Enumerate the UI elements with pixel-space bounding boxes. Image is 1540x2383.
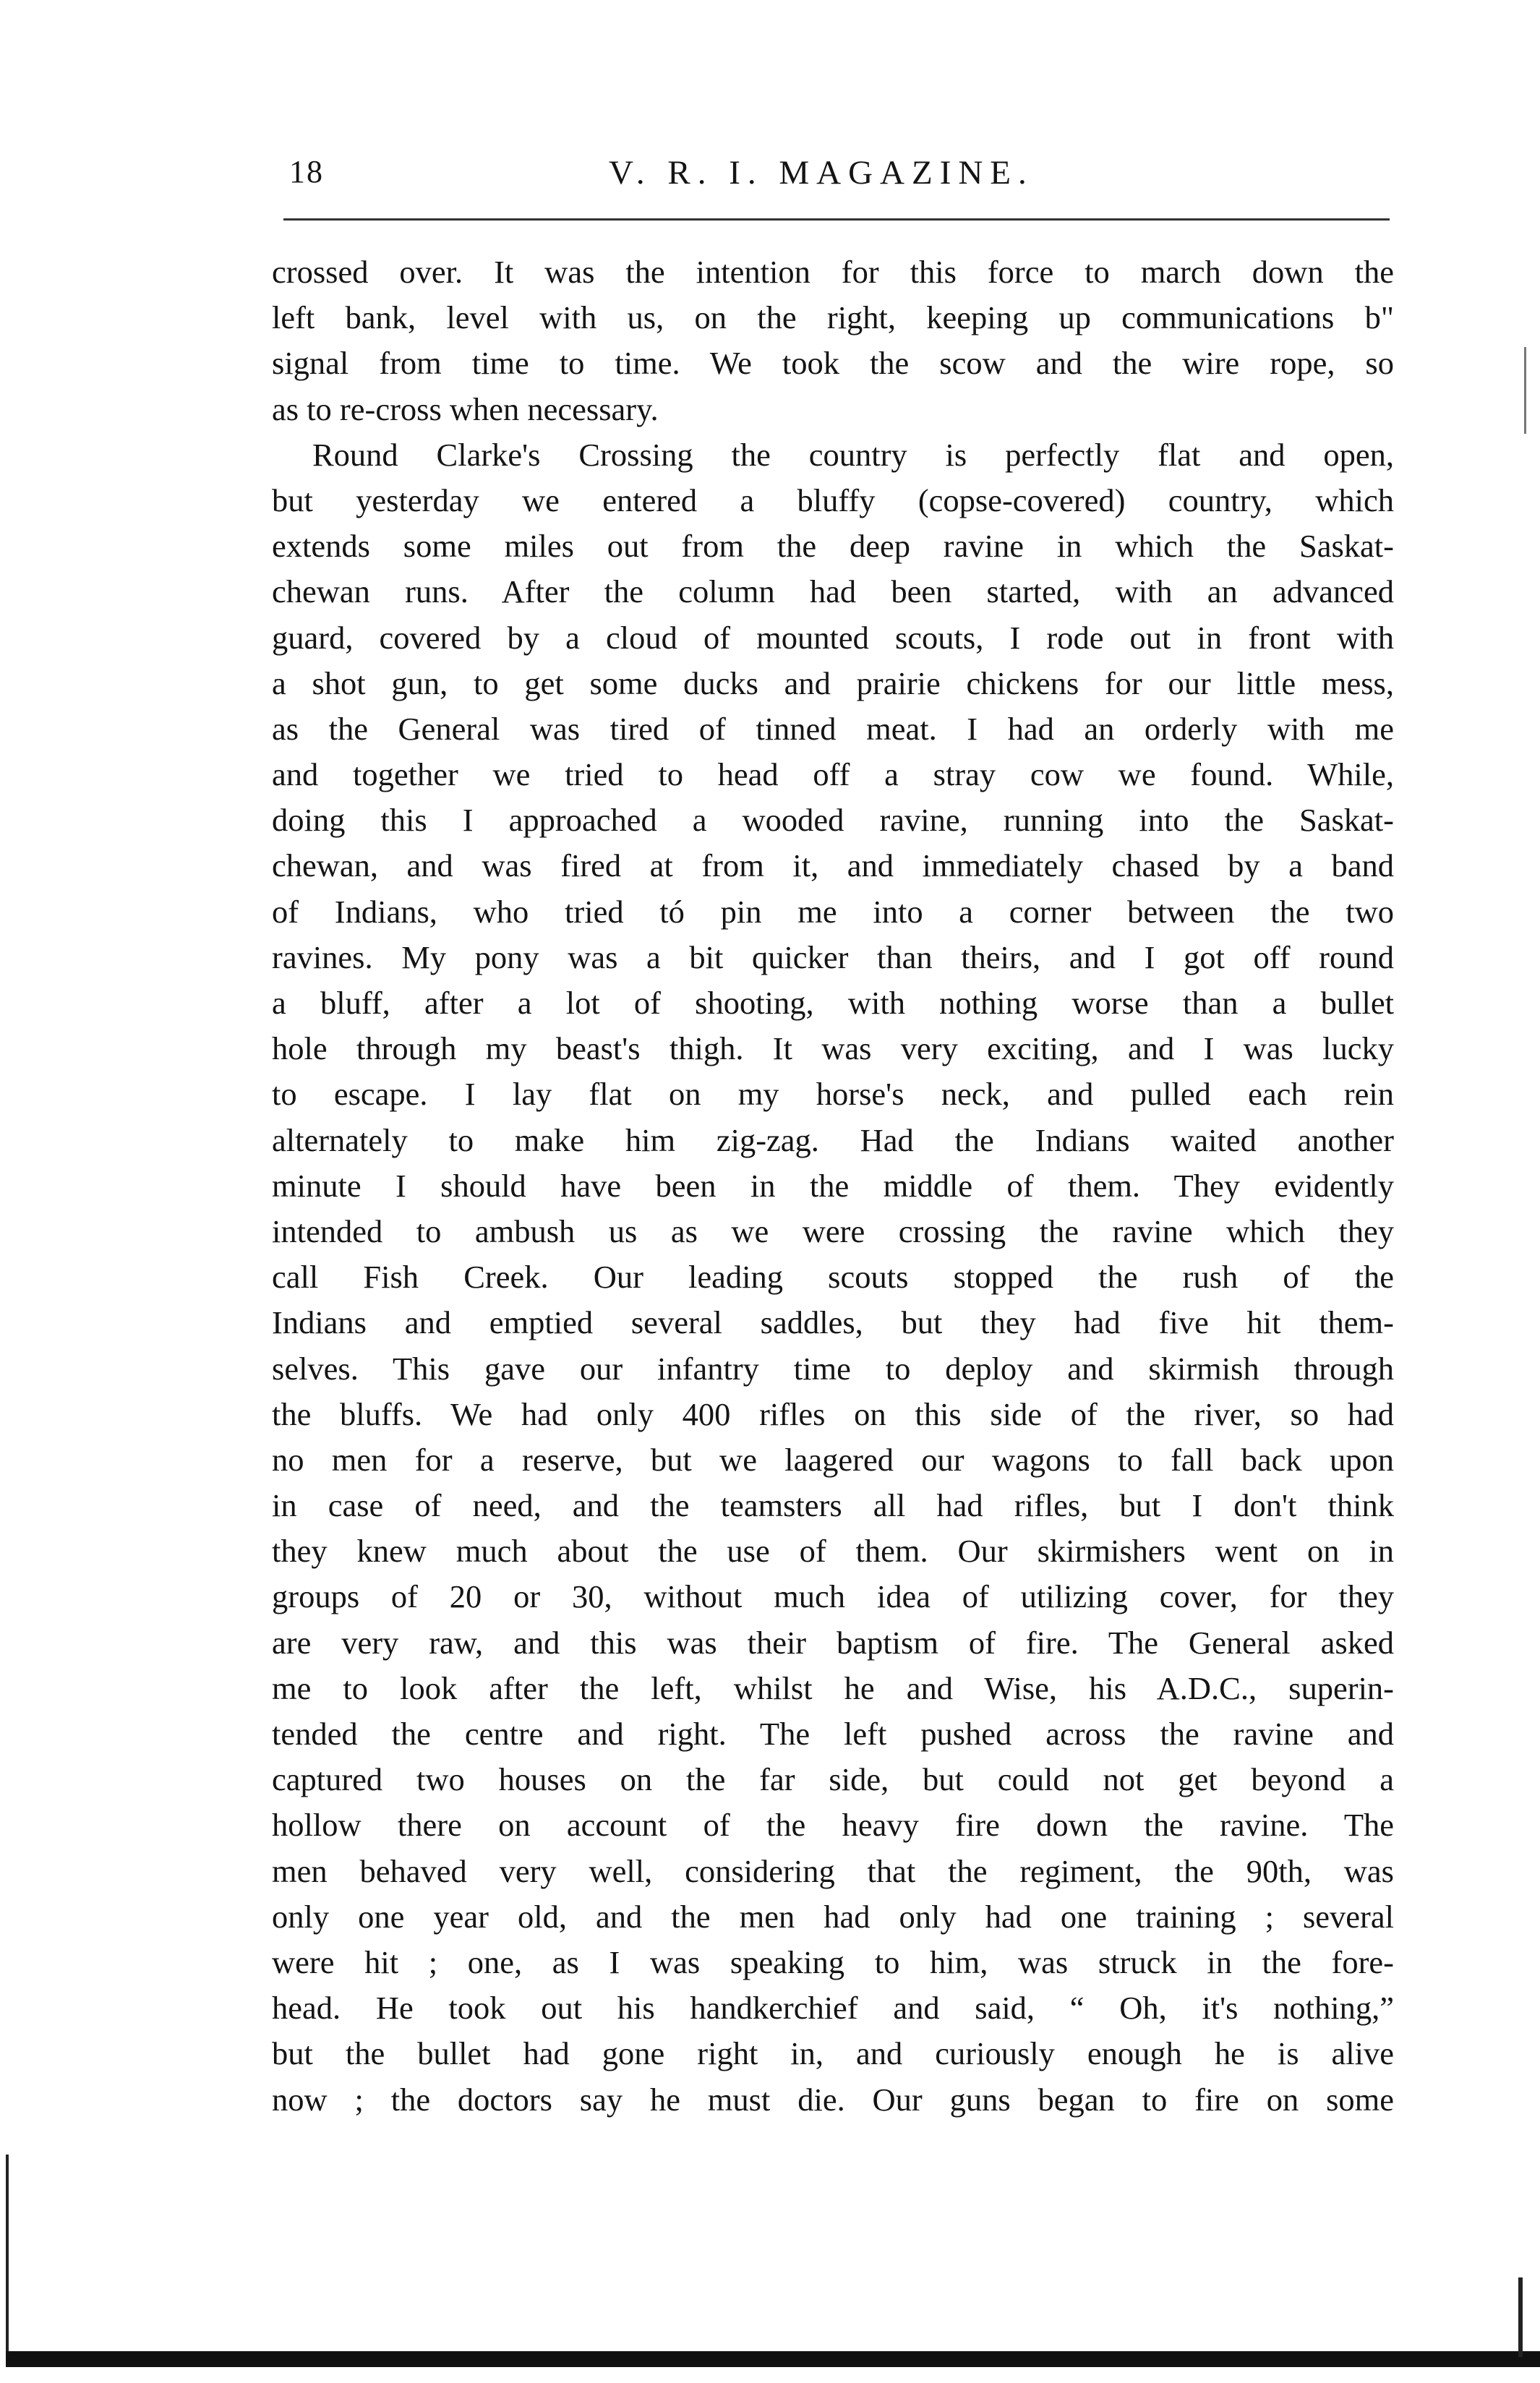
text-line: left bank, level with us, on the right, keeping up communications b": [272, 299, 1394, 336]
text-line: selves. This gave our infantry time to deploy and skirmish through: [272, 1350, 1394, 1387]
text-line: Round Clarke's Crossing the country is perfectly flat and open,: [312, 436, 1394, 473]
text-line: captured two houses on the far side, but could not get beyond a: [272, 1761, 1394, 1798]
text-line: chewan runs. After the column had been started, with an advanced: [272, 573, 1394, 610]
text-line: were hit ; one, as I was speaking to him, was struck in the fore-: [272, 1943, 1394, 1980]
body-text: [272, 249, 1394, 2123]
text-line: only one year old, and the men had only had one training ; several: [272, 1898, 1394, 1935]
text-line: now ; the doctors say he must die. Our guns began to fire on some: [272, 2081, 1394, 2118]
text-line: as to re-cross when necessary.: [272, 390, 659, 427]
text-line: chewan, and was fired at from it, and immediately chased by a band: [272, 847, 1394, 884]
text-line: as the General was tired of tinned meat. I had an orderly with me: [272, 710, 1394, 747]
text-line: me to look after the left, whilst he and Wise, his A.D.C., superin-: [272, 1669, 1394, 1706]
text-line: tended the centre and right. The left pushed across the ravine and: [272, 1716, 1394, 1752]
text-line: the bluffs. We had only 400 rifles on this side of the river, so had: [272, 1395, 1394, 1432]
text-line: a shot gun, to get some ducks and prairie chickens for our little mess,: [272, 664, 1394, 701]
text-line: guard, covered by a cloud of mounted scouts, I rode out in front with: [272, 619, 1394, 656]
text-line: ravines. My pony was a bit quicker than theirs, and I got off round: [272, 938, 1394, 975]
text-line: Indians and emptied several saddles, but they had five hit them-: [272, 1304, 1394, 1341]
text-line: extends some miles out from the deep ravine in which the Saskat-: [272, 528, 1394, 565]
text-line: but the bullet had gone right in, and curiously enough he is alive: [272, 2035, 1394, 2072]
page-number: 18: [289, 154, 324, 189]
text-line: alternately to make him zig-zag. Had the Indians waited another: [272, 1121, 1394, 1158]
text-line: to escape. I lay flat on my horse's neck, and pulled each rein: [272, 1076, 1394, 1113]
paragraph-1: [272, 249, 1394, 432]
running-title: V. R. I. MAGAZINE.: [609, 154, 1034, 192]
scan-edge-right: [1518, 2277, 1523, 2357]
text-line: minute I should have been in the middle of them. They evidently: [272, 1167, 1394, 1204]
text-line: doing this I approached a wooded ravine, running into the Saskat-: [272, 802, 1394, 839]
text-line: of Indians, who tried tó pin me into a corner between the two: [272, 893, 1394, 930]
text-line: signal from time to time. We took the scow and the wire rope, so: [272, 345, 1394, 382]
text-line: head. He took out his handkerchief and said, “ Oh, it's nothing,”: [272, 1990, 1394, 2027]
text-line: but yesterday we entered a bluffy (copse-covered) country, which: [272, 482, 1394, 518]
text-line: call Fish Creek. Our leading scouts stopped the rush of the: [272, 1259, 1394, 1296]
scan-bleed-mark: [1524, 347, 1526, 434]
text-line: are very raw, and this was their baptism of fire. The General asked: [272, 1624, 1394, 1661]
text-line: a bluff, after a lot of shooting, with nothing worse than a bullet: [272, 985, 1394, 1021]
text-line: they knew much about the use of them. Our skirmishers went on in: [272, 1533, 1394, 1570]
text-line: intended to ambush us as we were crossing the ravine which they: [272, 1212, 1394, 1249]
text-line: hole through my beast's thigh. It was very exciting, and I was lucky: [272, 1030, 1394, 1067]
paragraph-2: [272, 432, 1394, 2123]
text-line: crossed over. It was the intention for this force to march down the: [272, 254, 1394, 290]
text-line: hollow there on account of the heavy fire down the ravine. The: [272, 1807, 1394, 1844]
scan-edge-bottom: [6, 2351, 1540, 2367]
text-line: men behaved very well, considering that the regiment, the 90th, was: [272, 1852, 1394, 1889]
text-line: groups of 20 or 30, without much idea of utilizing cover, for they: [272, 1578, 1394, 1615]
page-header: [283, 145, 1390, 202]
scan-edge-left: [6, 2155, 9, 2357]
text-line: and together we tried to head off a stray cow we found. While,: [272, 756, 1394, 793]
text-line: no men for a reserve, but we laagered our wagons to fall back upon: [272, 1441, 1394, 1478]
header-rule: [283, 218, 1390, 221]
text-line: in case of need, and the teamsters all had rifles, but I don't think: [272, 1487, 1394, 1524]
